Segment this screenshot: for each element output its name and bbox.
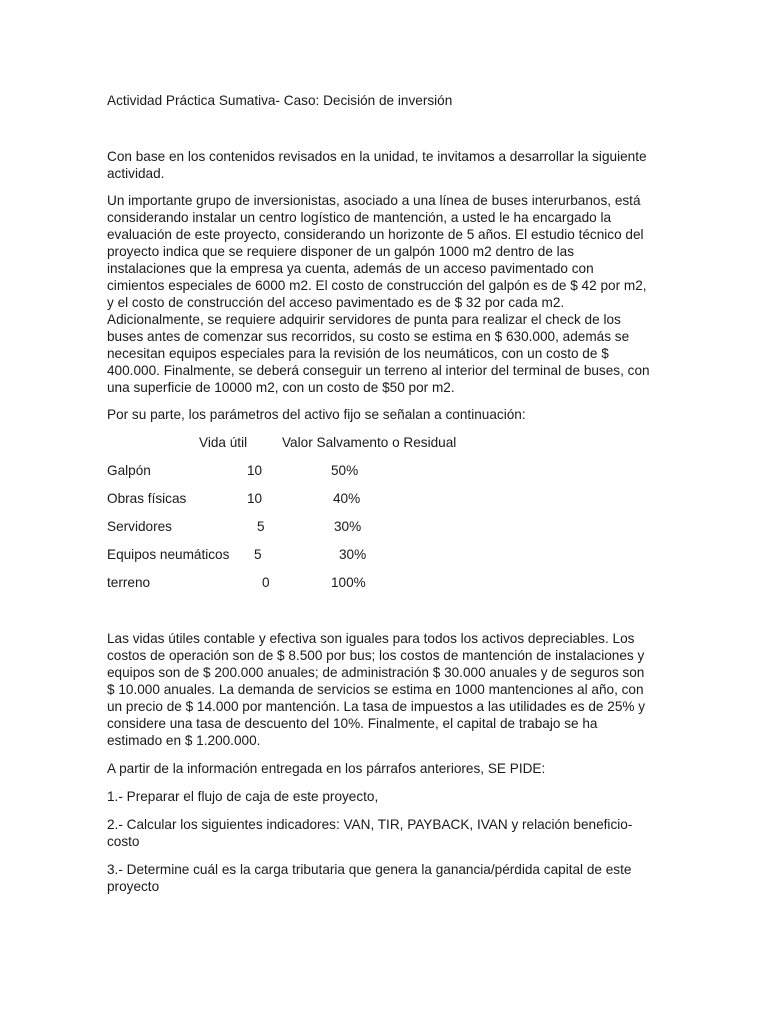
intro-paragraph: Con base en los contenidos revisados en la unidad, te invitamos a desarrollar la siguiente actividad. <box>107 149 647 181</box>
question-line: 3.- Determine cuál es la carga tributaria que genera la ganancia/pérdida capital de este <box>107 862 632 877</box>
params-intro: Por su parte, los parámetros del activo fijo se señalan a continuación: <box>107 407 526 422</box>
costs-line: $ 10.000 anuales. La demanda de servicios se estima en 1000 mantenciones al año, con <box>107 682 644 697</box>
costs-line: Las vidas útiles contable y efectiva son iguales para todos los activos depreciables. Los <box>107 631 635 646</box>
costs-line: estimado en $ 1.200.000. <box>107 733 261 748</box>
question-1: 1.- Preparar el flujo de caja de este proyecto, <box>107 789 379 804</box>
asset-residual: 30% <box>339 547 367 562</box>
case-line: Adicionalmente, se requiere adquirir servidores de punta para realizar el check de los <box>107 312 621 327</box>
asset-life: 10 <box>247 491 263 506</box>
asset-residual: 50% <box>331 463 359 478</box>
question-line: proyecto <box>107 879 160 894</box>
case-line: considerando instalar un centro logístico de mantención, a usted le ha encargado la <box>107 210 612 225</box>
asset-life: 0 <box>262 575 270 590</box>
case-paragraph <box>107 192 659 396</box>
question-2 <box>107 816 659 850</box>
costs-line: considere una tasa de descuento del 10%. Finalmente, el capital de trabajo se ha <box>107 716 598 731</box>
case-line: Un importante grupo de inversionistas, asociado a una línea de buses interurbanos, está <box>107 193 641 208</box>
case-line: proyecto indica que se requiere disponer de un galpón 1000 m2 dentro de las <box>107 244 575 259</box>
asset-name: Obras físicas <box>107 491 187 506</box>
costs-line: equipos son de $ 200.000 anuales; de administración $ 30.000 anuales y de seguros son <box>107 665 645 680</box>
asset-name: terreno <box>107 575 151 590</box>
question-line: costo <box>107 834 140 849</box>
case-line: cimientos especiales de 6000 m2. El costo de construcción del galpón es de $ 42 por m2, <box>107 278 647 293</box>
asset-life: 5 <box>254 547 262 562</box>
asset-residual: 40% <box>333 491 361 506</box>
case-line: instalaciones que la empresa ya cuenta, además de un acceso pavimentado con <box>107 261 594 276</box>
costs-line: costos de operación son de $ 8.500 por bus; los costos de mantención de instalaciones y <box>107 648 645 663</box>
document-page <box>107 92 659 895</box>
case-line: necesitan equipos especiales para la revisión de los neumáticos, con un costo de $ <box>107 346 609 361</box>
case-line: 400.000. Finalmente, se deberá conseguir un terreno al interior del terminal de buses, con <box>107 363 650 378</box>
question-line: 2.- Calcular los siguientes indicadores: VAN, TIR, PAYBACK, IVAN y relación beneficio- <box>107 817 633 832</box>
case-line: evaluación de este proyecto, considerando un horizonte de 5 años. El estudio técnico del <box>107 227 644 242</box>
header-valor-residual: Valor Salvamento o Residual <box>282 435 457 450</box>
case-line: y el costo de construcción del acceso pavimentado es de $ 32 por cada m2. <box>107 295 565 310</box>
document-title: Actividad Práctica Sumativa- Caso: Decisión de inversión <box>107 93 453 108</box>
costs-paragraph <box>107 630 659 749</box>
asset-life: 10 <box>247 463 263 478</box>
header-vida-util: Vida útil <box>199 435 248 450</box>
case-line: una superficie de 10000 m2, con un costo de $50 por m2. <box>107 380 455 395</box>
costs-line: un precio de $ 14.000 por mantención. La tasa de impuestos a las utilidades es de 25% y <box>107 699 646 714</box>
assets-table <box>107 434 659 596</box>
asset-life: 5 <box>257 519 265 534</box>
question-3 <box>107 861 659 895</box>
asset-name: Servidores <box>107 519 172 534</box>
asset-residual: 100% <box>331 575 366 590</box>
asset-residual: 30% <box>334 519 362 534</box>
asset-name: Galpón <box>107 463 151 478</box>
asset-name: Equipos neumáticos <box>107 547 230 562</box>
se-pide-paragraph: A partir de la información entregada en los párrafos anteriores, SE PIDE: <box>107 761 546 776</box>
case-line: buses antes de comenzar sus recorridos, su costo se estima en $ 630.000, además se <box>107 329 630 344</box>
